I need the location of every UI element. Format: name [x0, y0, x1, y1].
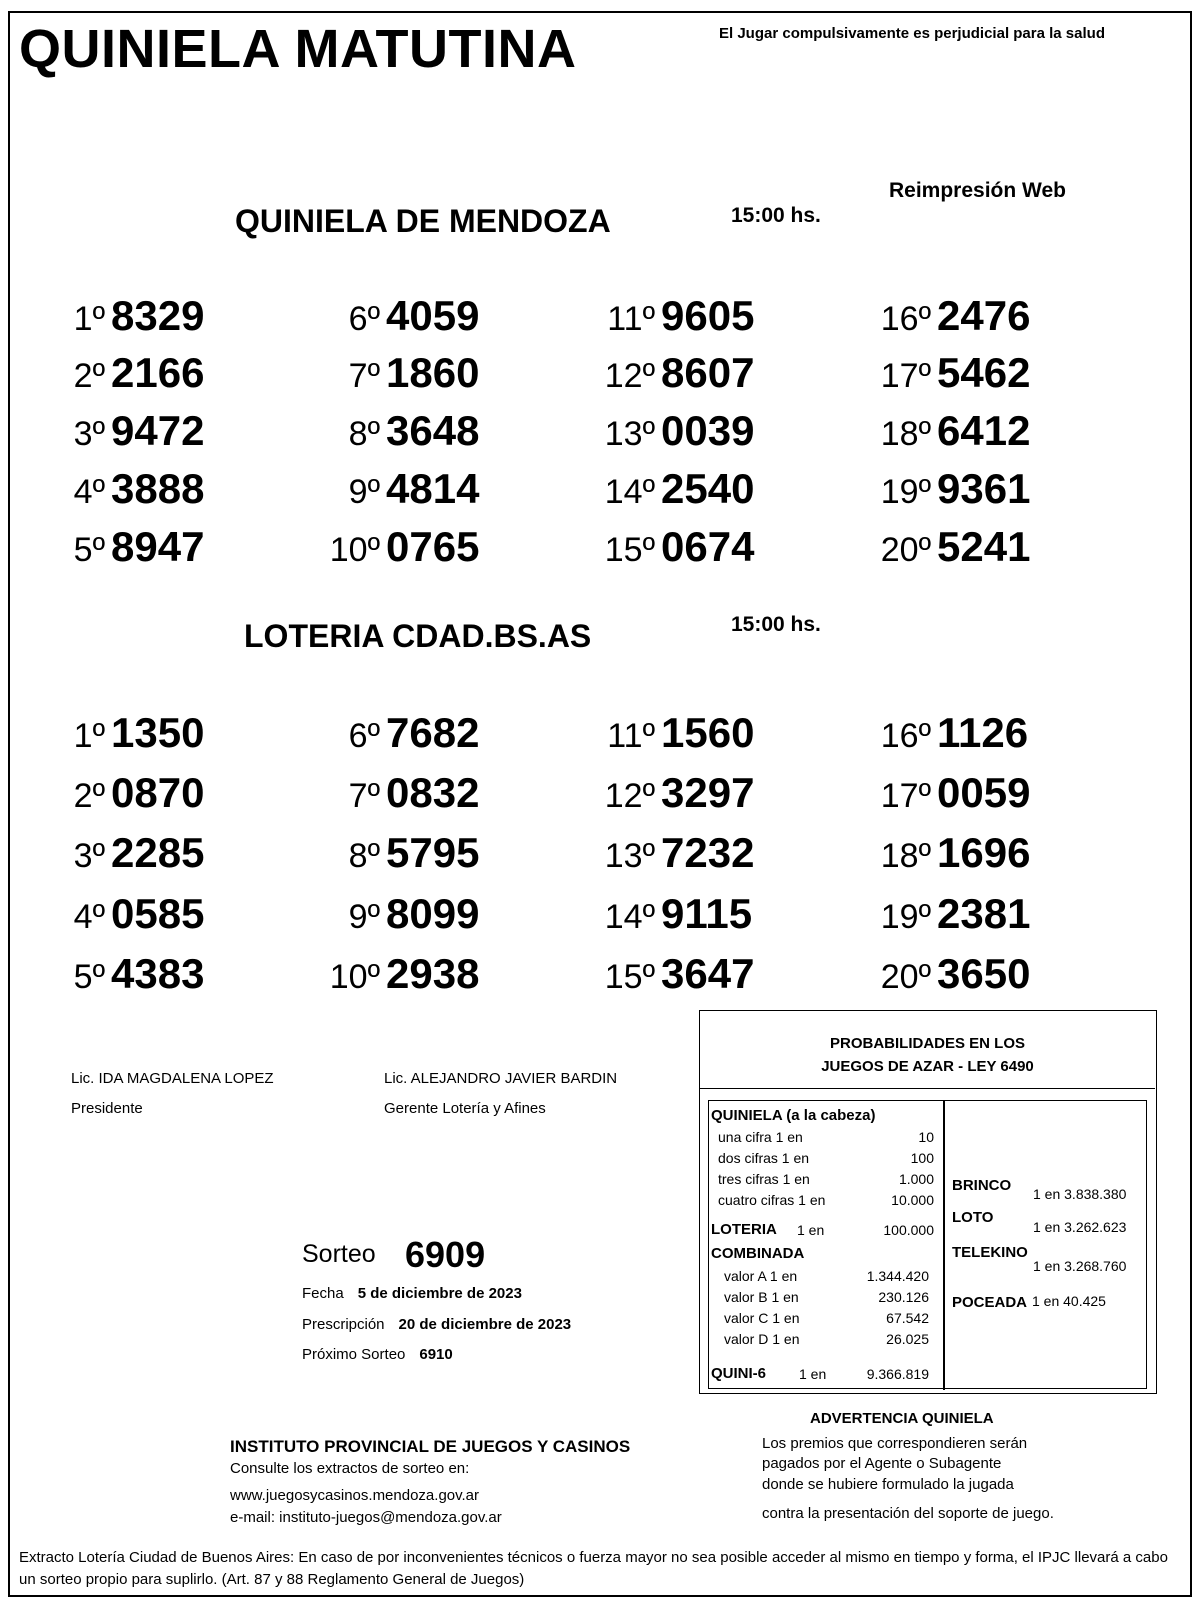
- result-number: 8099: [386, 890, 480, 937]
- result-number: 2476: [937, 292, 1031, 339]
- result-position: 1º: [73, 300, 105, 338]
- advertencia-line: pagados por el Agente o Subagente: [762, 1455, 1002, 1472]
- result-item: [585, 407, 755, 454]
- prescripcion-row: [302, 1316, 571, 1333]
- loto-odds-value: 1 en 3.262.623: [1033, 1219, 1127, 1235]
- fecha-label: Fecha: [302, 1285, 344, 1302]
- result-item: [861, 407, 1031, 454]
- result-number: 1696: [937, 829, 1031, 876]
- result-position: 7º: [348, 777, 380, 815]
- result-item: [310, 890, 480, 937]
- result-number: 5241: [937, 523, 1031, 570]
- signatory-name: Lic. IDA MAGDALENA LOPEZ: [71, 1070, 274, 1087]
- probabilities-box: [699, 1010, 1157, 1394]
- loteria-odds-prefix: 1 en: [797, 1222, 825, 1238]
- prescripcion-label: Prescripción: [302, 1316, 385, 1333]
- result-item: [35, 292, 205, 339]
- advertencia-line: Los premios que correspondieren serán: [762, 1435, 1028, 1452]
- result-number: 9115: [661, 890, 753, 937]
- document-title: QUINIELA MATUTINA: [19, 19, 577, 79]
- result-item: [35, 349, 205, 396]
- result-item: [310, 407, 480, 454]
- odds-label: cuatro cifras 1 en: [718, 1192, 826, 1208]
- probabilities-title-line1: PROBABILIDADES EN LOS: [829, 1035, 1025, 1052]
- telekino-odds-label: TELEKINO: [952, 1244, 1028, 1261]
- result-number: 2381: [937, 890, 1031, 937]
- result-item: [585, 709, 755, 756]
- result-number: 9361: [937, 465, 1031, 512]
- result-position: 20º: [880, 958, 931, 996]
- probabilities-header: [700, 1011, 1155, 1089]
- result-item: [35, 769, 205, 816]
- result-position: 2º: [73, 357, 105, 395]
- loteria-odds-value: 100.000: [883, 1222, 934, 1238]
- probabilities-title-line2: JUEGOS DE AZAR - LEY 6490: [821, 1058, 1034, 1075]
- health-warning: El Jugar compulsivamente es perjudicial para la salud: [719, 25, 1105, 42]
- advertencia-line: contra la presentación del soporte de juego.: [762, 1505, 1054, 1522]
- result-item: [585, 292, 755, 339]
- result-number: 3297: [661, 769, 755, 816]
- signatory-name: Lic. ALEJANDRO JAVIER BARDIN: [384, 1070, 618, 1087]
- result-position: 14º: [604, 473, 655, 511]
- result-number: 3650: [937, 950, 1031, 997]
- proximo-row: [302, 1346, 453, 1363]
- proximo-label: Próximo Sorteo: [302, 1346, 406, 1363]
- result-position: 10º: [329, 531, 380, 569]
- result-position: 17º: [880, 777, 931, 815]
- quini6-odds-value: 9.366.819: [866, 1366, 929, 1382]
- brinco-odds-label: BRINCO: [952, 1177, 1012, 1194]
- result-number: 3647: [661, 950, 755, 997]
- sorteo-number: 6909: [405, 1234, 486, 1275]
- result-position: 11º: [607, 300, 655, 338]
- institute-consult-line: Consulte los extractos de sorteo en:: [230, 1460, 470, 1477]
- result-position: 3º: [73, 415, 105, 453]
- column-divider: [943, 1101, 945, 1390]
- result-item: [35, 465, 205, 512]
- result-position: 8º: [348, 415, 380, 453]
- result-number: 1560: [661, 709, 755, 756]
- poceada-odds-value: 1 en 40.425: [1032, 1293, 1106, 1309]
- institute-email: e-mail: instituto-juegos@mendoza.gov.ar: [230, 1509, 502, 1526]
- result-item: [310, 292, 480, 339]
- result-number: 7232: [661, 829, 755, 876]
- sorteo-label: Sorteo: [302, 1240, 376, 1268]
- result-number: 0674: [661, 523, 755, 570]
- odds-label: valor D 1 en: [724, 1331, 800, 1347]
- result-item: [861, 465, 1031, 512]
- odds-value: 10: [918, 1129, 934, 1145]
- result-item: [861, 523, 1031, 570]
- result-position: 5º: [73, 958, 105, 996]
- result-position: 15º: [604, 531, 655, 569]
- result-number: 2938: [386, 950, 480, 997]
- result-position: 1º: [73, 717, 105, 755]
- result-item: [861, 769, 1031, 816]
- proximo-value: 6910: [419, 1346, 453, 1363]
- result-item: [585, 890, 753, 937]
- odds-label: valor B 1 en: [724, 1289, 799, 1305]
- result-number: 4814: [386, 465, 480, 512]
- section-time-loteria: 15:00 hs.: [731, 613, 821, 636]
- result-position: 17º: [880, 357, 931, 395]
- result-number: 5795: [386, 829, 480, 876]
- result-number: 2285: [111, 829, 205, 876]
- result-number: 4059: [386, 292, 480, 339]
- result-item: [35, 890, 205, 937]
- section-title-mendoza: QUINIELA DE MENDOZA: [235, 203, 611, 239]
- odds-value: 67.542: [886, 1310, 929, 1326]
- result-item: [310, 349, 480, 396]
- result-number: 8329: [111, 292, 205, 339]
- section-title-loteria: LOTERIA CDAD.BS.AS: [244, 618, 592, 654]
- result-item: [35, 829, 205, 876]
- odds-label: valor C 1 en: [724, 1310, 800, 1326]
- signatory-role: Gerente Lotería y Afines: [384, 1100, 546, 1117]
- result-item: [861, 829, 1031, 876]
- result-number: 0585: [111, 890, 205, 937]
- fecha-row: [302, 1285, 522, 1302]
- result-number: 5462: [937, 349, 1031, 396]
- result-number: 8947: [111, 523, 205, 570]
- result-position: 18º: [880, 837, 931, 875]
- quini6-odds-prefix: 1 en: [799, 1366, 827, 1382]
- odds-value: 26.025: [886, 1331, 929, 1347]
- telekino-odds-value: 1 en 3.268.760: [1033, 1258, 1127, 1274]
- signatory-role: Presidente: [71, 1100, 143, 1117]
- result-item: [585, 523, 755, 570]
- result-position: 6º: [348, 300, 380, 338]
- result-number: 0039: [661, 407, 755, 454]
- result-number: 4383: [111, 950, 205, 997]
- result-item: [310, 523, 480, 570]
- result-number: 6412: [937, 407, 1031, 454]
- result-number: 0765: [386, 523, 480, 570]
- result-item: [861, 292, 1031, 339]
- result-position: 9º: [348, 473, 380, 511]
- result-number: 2166: [111, 349, 205, 396]
- odds-label: valor A 1 en: [724, 1268, 798, 1284]
- odds-label: una cifra 1 en: [718, 1129, 803, 1145]
- result-position: 19º: [880, 473, 931, 511]
- result-position: 3º: [73, 837, 105, 875]
- odds-value: 1.344.420: [866, 1268, 929, 1284]
- prescripcion-value: 20 de diciembre de 2023: [398, 1316, 572, 1333]
- result-position: 9º: [348, 898, 380, 936]
- result-position: 18º: [880, 415, 931, 453]
- result-position: 8º: [348, 837, 380, 875]
- odds-value: 100: [910, 1150, 934, 1166]
- result-item: [861, 950, 1031, 997]
- reprint-label: Reimpresión Web: [889, 179, 1066, 202]
- result-item: [861, 709, 1029, 756]
- result-item: [585, 950, 755, 997]
- result-position: 13º: [604, 415, 655, 453]
- result-item: [310, 950, 480, 997]
- odds-label: tres cifras 1 en: [718, 1171, 810, 1187]
- institute-website: www.juegosycasinos.mendoza.gov.ar: [230, 1487, 480, 1504]
- result-position: 6º: [348, 717, 380, 755]
- advertencia-line: donde se hubiere formulado la jugada: [762, 1476, 1014, 1493]
- result-position: 4º: [73, 473, 105, 511]
- result-position: 16º: [880, 717, 931, 755]
- result-item: [35, 523, 205, 570]
- result-item: [310, 465, 480, 512]
- result-number: 0832: [386, 769, 480, 816]
- probabilities-table: [708, 1100, 1147, 1389]
- result-position: 11º: [607, 717, 655, 755]
- result-item: [310, 709, 480, 756]
- result-position: 2º: [73, 777, 105, 815]
- odds-value: 230.126: [878, 1289, 929, 1305]
- poceada-odds-label: POCEADA: [952, 1294, 1028, 1311]
- result-item: [585, 829, 755, 876]
- result-item: [585, 769, 755, 816]
- result-number: 9472: [111, 407, 205, 454]
- result-number: 2540: [661, 465, 755, 512]
- result-item: [585, 465, 755, 512]
- result-position: 20º: [880, 531, 931, 569]
- result-item: [35, 709, 205, 756]
- combinada-odds-title: COMBINADA: [711, 1245, 805, 1262]
- loto-odds-label: LOTO: [952, 1209, 994, 1226]
- quiniela-odds-title: QUINIELA (a la cabeza): [711, 1107, 876, 1124]
- result-position: 4º: [73, 898, 105, 936]
- fecha-value: 5 de diciembre de 2023: [357, 1285, 522, 1302]
- result-position: 7º: [348, 357, 380, 395]
- result-position: 12º: [604, 357, 655, 395]
- result-item: [310, 829, 480, 876]
- odds-label: dos cifras 1 en: [718, 1150, 810, 1166]
- result-item: [585, 349, 755, 396]
- result-position: 16º: [880, 300, 931, 338]
- result-item: [35, 950, 205, 997]
- footer-note: Extracto Lotería Ciudad de Buenos Aires: En caso de por inconvenientes técnicos o fuerza mayor no sea posible acceder al mismo en tiempo y forma, el IPJC llevará a cabo un sorteo propio para suplirlo. (Art. 87 y 88 Reglamento General de Juegos): [19, 1549, 1168, 1588]
- result-position: 5º: [73, 531, 105, 569]
- result-item: [861, 349, 1031, 396]
- result-number: 0870: [111, 769, 205, 816]
- result-number: 0059: [937, 769, 1031, 816]
- odds-value: 1.000: [898, 1171, 934, 1187]
- result-number: 3888: [111, 465, 205, 512]
- result-item: [310, 769, 480, 816]
- institute-name: INSTITUTO PROVINCIAL DE JUEGOS Y CASINOS: [230, 1437, 631, 1456]
- quini6-odds-label: QUINI-6: [711, 1365, 767, 1382]
- result-position: 10º: [329, 958, 380, 996]
- result-number: 1860: [386, 349, 480, 396]
- result-number: 1126: [937, 709, 1029, 756]
- result-position: 14º: [604, 898, 655, 936]
- result-number: 8607: [661, 349, 755, 396]
- result-number: 9605: [661, 292, 755, 339]
- result-item: [35, 407, 205, 454]
- odds-value: 10.000: [891, 1192, 934, 1208]
- result-number: 3648: [386, 407, 480, 454]
- result-position: 12º: [604, 777, 655, 815]
- loteria-odds-label: LOTERIA: [711, 1221, 777, 1238]
- section-time-mendoza: 15:00 hs.: [731, 204, 821, 227]
- result-position: 13º: [604, 837, 655, 875]
- result-position: 15º: [604, 958, 655, 996]
- brinco-odds-value: 1 en 3.838.380: [1033, 1186, 1127, 1202]
- advertencia-title: ADVERTENCIA QUINIELA: [810, 1410, 994, 1427]
- result-item: [861, 890, 1031, 937]
- result-number: 1350: [111, 709, 205, 756]
- result-number: 7682: [386, 709, 480, 756]
- result-position: 19º: [880, 898, 931, 936]
